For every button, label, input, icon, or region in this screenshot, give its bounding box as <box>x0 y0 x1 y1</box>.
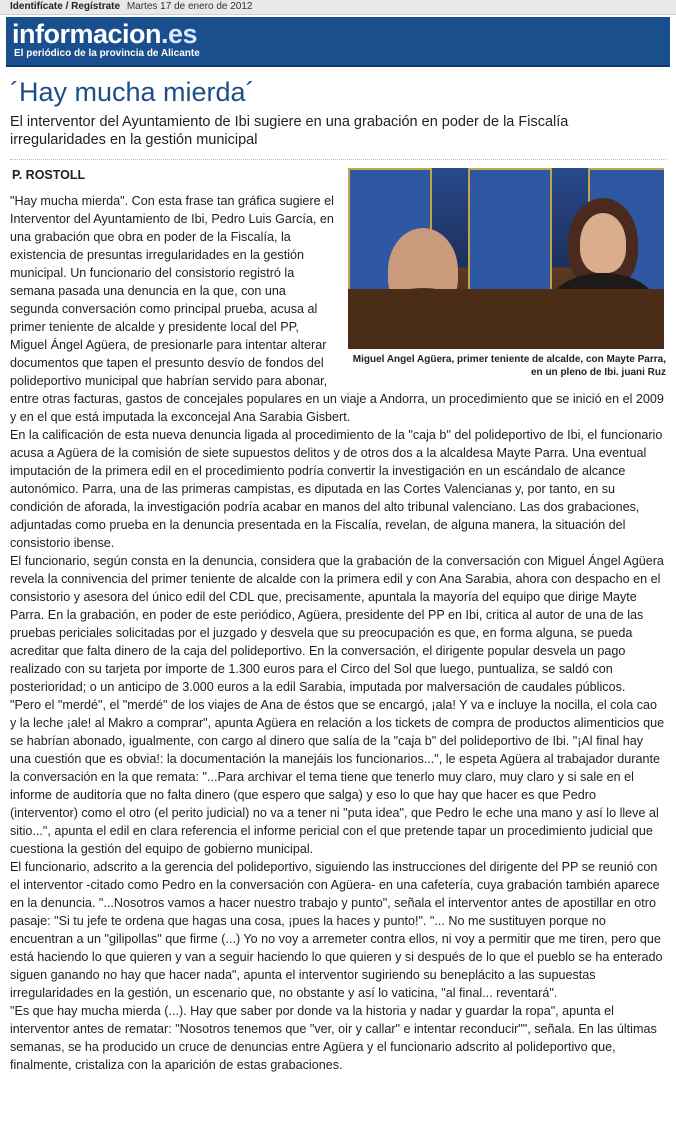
article-author: P. ROSTOLL <box>12 168 86 182</box>
article-photo[interactable] <box>348 168 664 349</box>
divider <box>10 159 666 160</box>
logo-main: informacion <box>12 19 162 49</box>
article-paragraph: "Hay mucha mierda". Con esta frase tan gráfica sugiere el Interventor del Ayuntamiento de Ibi, Pedro Luis García, en una grabación que obra en poder de la Fiscalía, la existencia de presuntas irregularidades en la gestión municipal. Un funcionario del consistorio registró la semana pasada una denuncia en la que, con una segunda conversación como principal prueba, acusa al primer teniente de alcalde y presidente local del PP, Miguel Ángel Agüera, de presionarle para intentar alterar documentos que tapen el presunto desvío de fondos del polideportivo municipal que habrían servido para abonar, entre otras facturas, gastos de concejales populares en un viaje a Andorra, un procedimiento que se inició en el 2009 y en el que está imputada la exconcejal Ana Sarabia Gisbert. <box>10 194 664 424</box>
article-paragraph: "Es que hay mucha mierda (...). Hay que saber por donde va la historia y nadar y guardar la ropa", apunta el interventor antes de rematar: "Nosotros tenemos que "ver, oir y callar" e intentar reconducir"", señala. En las últimas semanas, se ha producido un cruce de denuncias entre Agüera y el funcionario adscrito al polideportivo que, finalmente, cristaliza con la aparición de estas grabaciones. <box>10 1004 657 1072</box>
site-logo[interactable] <box>12 17 197 51</box>
current-date: Martes 17 de enero de 2012 <box>126 1 253 12</box>
article-paragraph: El funcionario, adscrito a la gerencia del polideportivo, siguiendo las instrucciones del dirigente del PP se reunió con el interventor -citado como Pedro en la conversación con Agüera- en una cafetería, cuya grabación también aparece en la denuncia. "...Nosotros vamos a hacer nuestro trabajo y punto", señala el interventor antes de apostillar en otro pasaje: "Si tu jefe te ordena que hagas una cosa, ¡pues la haces y punto!". "... No me sustituyen porque no encuentran a un "gilipollas" que firme (...) Yo no voy a arremeter contra ellos, ni voy a permitir que me tiren, pero que está haciendo lo que quieren y van a seguir haciendo lo que quieren y si después de lo que el pueblo se ha enterado siguen ganando no hay que hacer nada", apunta el interventor sugiriendo su beneplácito a las supuestas irregularidades en la gestión, un escenario que, no obstante y así lo vaticina, "al final... reventará". <box>10 860 663 1000</box>
article-paragraph: "Pero el "merdé", el "merdé" de los viajes de Ana de éstos que se encargó, ¡ala! Y va e incluye la nocilla, el cola cao y la leche ¡ale! al Makro a comprar", apunta Agüera en relación a los tickets de compra de productos alimenticios que se habrían abonado, igualmente, con cargo al dinero que salía de la "caja b" del polideportivo de Ibi. "¡Al final hay una cuestión que es obvia!: la documentación la manejáis los funcionarios...", le espeta Agüera al trabajador durante la conversación en la que remata: "...Para archivar el tema tiene que tenerlo muy claro, muy claro y si sale en el informe de auditoría que no falta dinero (que espero que salga) y eso lo que hay que hacer es que Pedro (interventor) como el otro (el perito judicial) no va a tener ni "puta idea", que Pedro le eche una mano y así lo lleve al sitio...", apunta el edil en clara referencia el informe pericial con el que pretende tapar un procedimiento judicial que cuestiona la gestión del equipo de gobierno municipal. <box>10 698 665 856</box>
site-tagline: El periódico de la provincia de Alicante <box>14 48 200 59</box>
article-figure <box>348 168 666 379</box>
photo-wall-panel-center <box>468 168 552 292</box>
article-paragraph: El funcionario, según consta en la denuncia, considera que la grabación de la conversación con Miguel Ángel Agüera revela la connivencia del primer teniente de alcalde con la primera edil y con Ana Sarabia, ahora con despacho en el consistorio y asesora del único edil del CDL que, precisamente, apuntala la mayoría del equipo que dirige Mayte Parra. En la grabación, en poder de este periódico, Agüera, presidente del PP en Ibi, critica al autor de una de las pruebas periciales solicitadas por el juzgado y desvela que su preocupación es que, en forma alguna, se pueda acreditar que falta dinero de la caja del polideportivo. En la conversación, el dirigente popular desvela un pago realizado con su tarjeta por importe de 1.300 euros para el Circo del Sol que luego, puntualiza, se saldó con posterioridad; o un anticipo de 3.000 euros a la edil Sarabia, imputada por malversación de caudales públicos. <box>10 554 664 694</box>
article <box>0 77 676 1074</box>
register-link[interactable]: Regístrate <box>71 1 121 12</box>
masthead <box>6 17 670 67</box>
article-subtitle: El interventor del Ayuntamiento de Ibi sugiere en una grabación en poder de la Fiscalía irregularidades en la gestión municipal <box>10 114 569 148</box>
logo-suffix: .es <box>161 19 198 49</box>
photo-desk <box>348 289 664 349</box>
article-title: ´Hay mucha mierda´ <box>10 77 255 107</box>
article-paragraph: En la calificación de esta nueva denuncia ligada al procedimiento de la "caja b" del polideportivo de Ibi, el funcionario acusa a Agüera de la comisión de siete supuestos delitos y de otros dos a la alcaldesa Mayte Parra. Una eventual imputación de la primera edil en el procedimiento podría convertir la investigación en un escándalo de alcance autonómico. Parra, una de las primeras campistas, es diputada en las Cortes Valencianas y, por tanto, en su condición de aforada, la investigación podría acabar en manos del alto tribunal valenciano. Las dos grabaciones, adjuntadas como prueba en la denuncia presentada en la Fiscalía, revelan, de alguna manera, la situación del consistorio ibense. <box>10 428 663 550</box>
identify-link[interactable]: Identifícate <box>10 1 63 12</box>
photo-woman-face <box>580 213 626 273</box>
link-separator: / <box>65 1 69 12</box>
photo-caption: Miguel Angel Agüera, primer teniente de alcalde, con Mayte Parra, en un pleno de Ibi. juani Ruz <box>352 354 666 378</box>
top-bar <box>0 0 676 15</box>
